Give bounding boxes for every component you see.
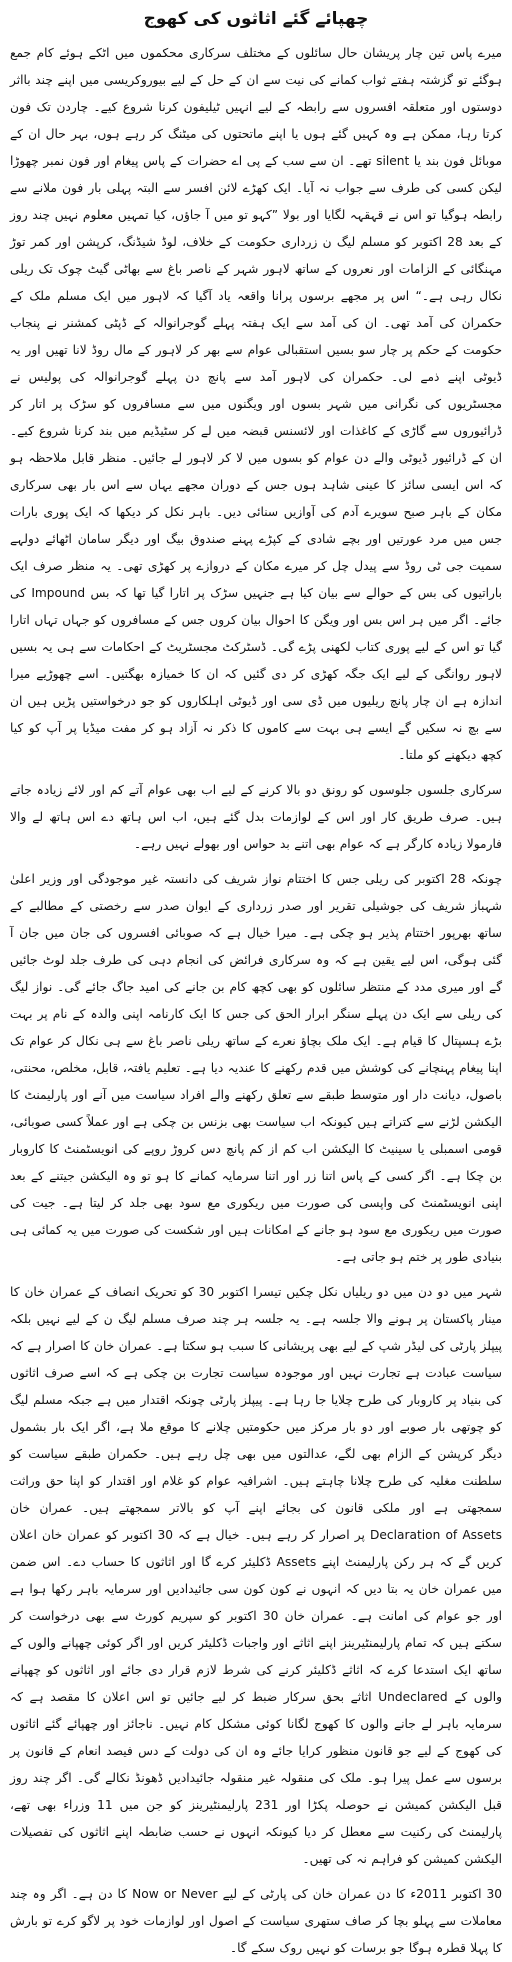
article-paragraph: میرے پاس تین چار پریشان حال سائلوں کے مختلف سرکاری محکموں میں اٹکے ہوئے کام جمع ہوگئے تو گزشتہ ہفتے ثواب کمانے کی نیت سے ان کے حل کے لیے بیوروکریسی میں اپنے چند بااثر دوستوں اور متعلقہ افسروں سے رابطہ کے لیے انہیں ٹیلیفون کرنا شروع کیے۔ چاردن تک فون کرتا رہا، ممکن ہے وہ کہیں گئے ہوں یا اپنے ماتحتوں کی میٹنگ کر رہے ہوں، بہر حال ان کے موبائل فون بند یا silent تھے۔ ان سے سب کے پی اے حضرات کے پاس پیغام اور فون نمبر چھوڑا لیکن کسی کی طرف سے جواب نہ آیا۔ ایک کھڑے لائن افسر سے البتہ پہلی بار فون ملانے سے رابطہ ہوگیا تو اس نے قہقہہ لگایا اور بولا ”کہو تو میں آ جاؤں، کیا تمہیں معلوم نہیں چند روز کے بعد 28 اکتوبر کو مسلم لیگ ن زرداری حکومت کے خلاف، لوڈ شیڈنگ، کرپشن اور کمر توڑ مہنگائی کے الزامات اور نعروں کے ساتھ لاہور شہر کے ناصر باغ سے بھاٹی گیٹ چوک تک ریلی نکال رہی ہے۔“ اس پر مجھے برسوں پرانا واقعہ یاد آگیا کہ لاہور میں ایک مسلم ملک کے حکمران کی آمد تھی۔ ان کی آمد سے ایک ہفتہ پہلے گوجرانوالہ کے ڈپٹی کمشنر نے پنجاب حکومت کے حکم پر چار سو بسیں استقبالی عوام سے بھر کر لاہور کے مال روڈ لانا تھیں اور یہ ڈیوٹی اپنے ذمے لی۔ حکمران کی لاہور آمد سے پانچ دن پہلے گوجرانوالہ کی پولیس نے مجسٹریوں کی نگرانی میں شہر بسوں اور ویگنوں میں سے مسافروں کو سڑک پر اتار کر ڈرائیوروں سے گاڑی کے کاغذات اور لائسنس قبضہ میں لے کر سٹیڈیم میں بند کرنا شروع کیے۔ ان کے ڈرائیور ڈیوٹی والے دن عوام کو بسوں میں لا کر لاہور لے جائیں۔ منظر قابل ملاحظہ ہو کہ اس ایسی سائز کا عینی شاہد ہوں جس کے دوران مجھے یہاں سے اس بار بھی سرکاری مکان کے باہر صبح سویرے آدم کی آوازیں سنائی دیں۔ باہر نکل کر دیکھا کہ ایک پوری بارات جس میں مرد عورتیں اور بچے شادی کے کپڑے پہنے صندوق بیگ اور دیگر سامان اٹھائے دولہے سمیت جی ٹی روڈ سے پیدل چل کر میرے مکان کے دروازے پر کھڑی تھی۔ یہ منظر صرف ایک باراتیوں کی بس کے حوالے سے بیان کیا ہے جنہیں سڑک پر اتارا گیا تھا کہ بس Impound کی جائے۔ اگر میں ہر اس بس اور ویگن کا احوال بیان کروں جس کے مسافروں کو جہاں تہاں اتارا گیا تو اس کے لیے پوری کتاب لکھنی پڑے گی۔ ڈسٹرکٹ مجسٹریٹ کے احکامات سے ہی یہ بسیں لاہور روانگی کے لیے ایک جگہ کھڑی کر دی گئیں کہ ان کا خمیازہ بھگتیں۔ اسے چھوڑیے میرا اندازہ ہے ان چار پانچ ریلیوں میں ڈی سی اور ڈیوٹی اہلکاروں کو جو درخواستیں پڑیں ہیں ان سے بچ نہ سکیں گے ایسے ہی بہت سے کاموں کا ذکر نہ آزاد ہو کر مفت میڈیا پر آپ کو کیا کچھ دیکھنے کو ملتا۔	[10, 46, 502, 762]
article-title: چھپائے گئے اثاثوں کی کھوج	[143, 9, 369, 29]
article-paragraph: شہر میں دو دن میں دو ریلیاں نکل چکیں تیسرا اکتوبر 30 کو تحریک انصاف کے عمران خان کا مینار پاکستان پر ہونے والا جلسہ ہے۔ یہ جلسہ ہر چند صرف مسلم لیگ ن کے لیے نہیں بلکہ پیپلز پارٹی کی لیڈر شپ کے لیے بھی پریشانی کا سبب ہو سکتا ہے۔ عمران خان کا اصرار ہے کہ سیاست عبادت ہے تجارت نہیں اور موجودہ سیاست تجارت بن چکی ہے کہ اسے صرف اثاثوں کی بنیاد پر کاروبار کی طرح چلایا جا رہا ہے۔ پیپلز پارٹی چونکہ اقتدار میں ہے جبکہ مسلم لیگ کو چوتھی بار صوبے اور دو بار مرکز میں حکومتیں چلانے کا موقع ملا ہے، اگر ایک بار بشمول دیگر کرپشن کے الزام بھی لگے، عدالتوں میں بھی چل رہے ہیں۔ حکمران طبقے سیاست کو سلطنت مغلیہ کی طرح چلانا چاہتے ہیں۔ اشرافیہ عوام کو غلام اور اقتدار کو اپنا حق وراثت سمجھتی ہے اور ملکی قانون کی بجائے اپنے آپ کو بالاتر سمجھتے ہیں۔ عمران خان Declaration of Assets پر اصرار کر رہے ہیں۔ خیال ہے کہ 30 اکتوبر کو عمران خان اعلان کریں گے کہ ہر رکن پارلیمنٹ اپنے Assets ڈکلیئر کرے گا اور اثاثوں کا حساب دے۔ اس ضمن میں عمران خان یہ بتا دیں کہ انہوں نے کون کون سی جائیدادیں اور سرمایہ باہر رکھا ہوا ہے اور جو عوام کی امانت ہے۔ عمران خان 30 اکتوبر کو سپریم کورٹ سے بھی درخواست کر سکتے ہیں کہ تمام پارلیمنٹیرینز اپنے اثاثے اور واجبات ڈکلیئر کریں اور اگر کوئی چھپانے والوں کے ساتھ ایک استدعا کرے کہ اثاثے ڈکلیئر کرنے کی شرط لازم قرار دی جائے اور اثاثوں کو چھپانے والوں کے Undeclared اثاثے بحق سرکار ضبط کر لیے جائیں تو اس اعلان کا مقصد ہے کہ سرمایہ باہر لے جانے والوں کا کھوج لگانا کوئی مشکل کام نہیں۔ ناجائز اور چھپائے گئے اثاثوں کی کھوج کے لیے جو قانون منظور کرایا جائے وہ ان کی دولت کے دس فیصد انعام کے قانون پر برسوں سے عمل پیرا ہو۔ ملک کی منقولہ غیر منقولہ جائیدادیں ڈھونڈ نکالے گی۔ اگر چند روز قبل الیکشن کمیشن نے حوصلہ پکڑا اور 231 پارلیمنٹیرینز کو جن میں 11 وزراء بھی تھے، پارلیمنٹ کی رکنیت سے معطل کر دیا کیونکہ انہوں نے حسب ضابطہ اپنے اثاثوں کی تفصیلات الیکشن کمیشن کو فراہم نہ کی تھیں۔	[10, 1285, 503, 1866]
article-paragraph: سرکاری جلسوں جلوسوں کو رونق دو بالا کرنے کے لیے اب بھی عوام آتے کم اور لائے زیادہ جاتے ہیں۔ صرف طریق کار اور اس کے لوازمات بدل گئے ہیں، اب اس ہاتھ دے اس ہاتھ لے والا فارمولا زیادہ کارگر ہے کہ عوام بھی اتنے بد حواس اور بھولے نہیں رہے۔	[10, 783, 502, 851]
article-paragraph: چونکہ 28 اکتوبر کی ریلی جس کا اختتام نواز شریف کی دانستہ غیر موجودگی اور وزیر اعلیٰ شہباز شریف کی جوشیلی تقریر اور صدر زرداری کے ایوان صدر سے رخصتی کے مطالبے کے ساتھ بھرپور اختتام پذیر ہو چکی ہے۔ میرا خیال ہے کہ صوبائی افسروں کی جان میں جان آ گئی ہوگی، اس لیے یقین ہے کہ وہ سرکاری فرائض کی انجام دہی کی طرف جلد لوٹ جائیں گے اور میری مدد کے منتظر سائلوں کو بھی کچھ کام بن جانے کی امید جاگ جائے گی۔ نواز لیگ کی ریلی سے ایک دن پہلے سنگر ابرار الحق کی جس کا ایک کارنامہ اپنی والدہ کے نام پر بہت بڑے ہسپتال کا قیام ہے۔ ایک ملک بچاؤ نعرے کے ساتھ ریلی ناصر باغ سے ہی نکال کر عوام تک اپنا پیغام پہنچانے کی کوشش میں قدم رکھنے کا عندیہ دیا ہے۔ تعلیم یافتہ، قابل، مخلص، محنتی، باصول، دیانت دار اور متوسط طبقے سے تعلق رکھنے والے افراد سیاست میں آنے اور پارلیمنٹ کا الیکشن لڑنے سے کتراتے ہیں کیونکہ اب سیاست بھی بزنس بن چکی ہے اور عملاً کسی صوبائی، قومی اسمبلی یا سینیٹ کا الیکشن اب کم از کم پانچ دس کروڑ روپے کی انویسٹمنٹ کا کاروبار بن چکا ہے۔ اگر کسی کے پاس اتنا زر اور اتنا سرمایہ کمانے کا ہو تو وہ الیکشن جیتنے کے بعد اپنی انویسٹمنٹ کی واپسی کی صورت میں ریکوری مع سود بھی جلد کر لیتا ہے۔ جیت کی صورت میں ریکوری مع سود ہو جانے کے امکانات ہیں اور شکست کی صورت میں یہ کمائی ہی بنیادی طور پر ختم ہو جاتی ہے۔	[10, 872, 503, 1264]
article-paragraph: 30 اکتوبر 2011ء کا دن عمران خان کی پارٹی کے لیے Now or Never کا دن ہے۔ اگر وہ چند معاملات سے پہلو بچا کر صاف ستھری سیاست کے اصول اور لوازمات خود پر لاگو کرے تو بارش کا پہلا قطرہ ہوگا جو برسات کو نہیں روک سکے گا۔	[10, 1887, 503, 1955]
